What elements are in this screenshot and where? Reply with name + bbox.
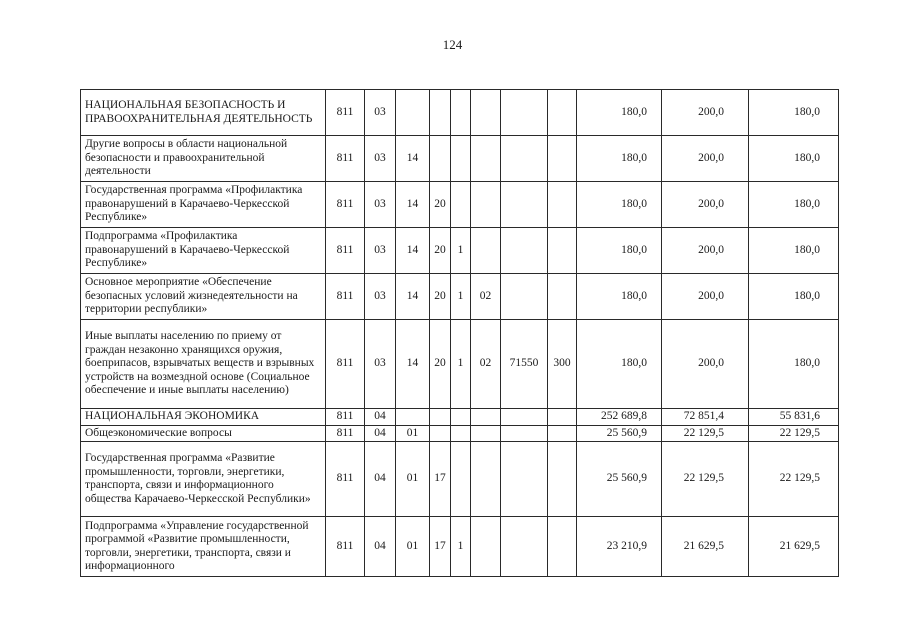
cell-direction [501, 517, 548, 577]
cell-amount-1: 180,0 [577, 274, 662, 320]
cell-amount-2: 200,0 [662, 320, 749, 409]
cell-direction: 71550 [501, 320, 548, 409]
row-name: Подпрограмма «Профилактика правонарушений в Карачаево-Черкесской Республике» [81, 228, 326, 274]
cell-amount-1: 23 210,9 [577, 517, 662, 577]
cell-amount-3: 22 129,5 [749, 425, 839, 442]
cell-amount-3: 180,0 [749, 320, 839, 409]
cell-amount-2: 200,0 [662, 90, 749, 136]
cell-amount-3: 180,0 [749, 274, 839, 320]
cell-amount-2: 200,0 [662, 274, 749, 320]
cell-rz: 03 [365, 274, 396, 320]
cell-direction [501, 90, 548, 136]
cell-vr [548, 228, 577, 274]
cell-amount-1: 180,0 [577, 320, 662, 409]
cell-subprogram: 1 [451, 228, 471, 274]
cell-event [471, 136, 501, 182]
table-row [81, 136, 839, 182]
cell-pr: 14 [396, 228, 430, 274]
cell-pr: 14 [396, 182, 430, 228]
cell-rz: 03 [365, 320, 396, 409]
table-row [81, 442, 839, 517]
cell-ved: 811 [326, 136, 365, 182]
cell-amount-3: 180,0 [749, 182, 839, 228]
cell-amount-2: 200,0 [662, 136, 749, 182]
cell-rz: 04 [365, 425, 396, 442]
row-name: Основное мероприятие «Обеспечение безопасных условий жизнедеятельности на территории республики» [81, 274, 326, 320]
cell-pr: 14 [396, 320, 430, 409]
table-row [81, 320, 839, 409]
table-row [81, 228, 839, 274]
cell-amount-3: 55 831,6 [749, 409, 839, 426]
cell-ved: 811 [326, 409, 365, 426]
cell-ved: 811 [326, 517, 365, 577]
row-name: Подпрограмма «Управление государственной программой «Развитие промышленности, торговли, энергетики, транспорта, связи и информационного [81, 517, 326, 577]
cell-rz: 03 [365, 136, 396, 182]
cell-rz: 04 [365, 442, 396, 517]
cell-pr [396, 90, 430, 136]
cell-program: 17 [430, 517, 451, 577]
cell-amount-2: 72 851,4 [662, 409, 749, 426]
cell-subprogram: 1 [451, 517, 471, 577]
cell-program [430, 425, 451, 442]
cell-ved: 811 [326, 442, 365, 517]
cell-event: 02 [471, 320, 501, 409]
table-row [81, 409, 839, 426]
cell-pr: 01 [396, 425, 430, 442]
cell-ved: 811 [326, 90, 365, 136]
cell-subprogram [451, 182, 471, 228]
cell-pr: 01 [396, 442, 430, 517]
cell-rz: 04 [365, 517, 396, 577]
cell-program [430, 409, 451, 426]
cell-direction [501, 409, 548, 426]
cell-amount-1: 25 560,9 [577, 425, 662, 442]
cell-amount-3: 180,0 [749, 90, 839, 136]
cell-vr [548, 182, 577, 228]
table-row [81, 425, 839, 442]
row-name: Государственная программа «Развитие промышленности, торговли, энергетики, транспорта, связи и информационного общества Карачаево-Черкесской Республики» [81, 442, 326, 517]
cell-event [471, 442, 501, 517]
cell-event [471, 409, 501, 426]
cell-subprogram [451, 136, 471, 182]
cell-pr: 14 [396, 274, 430, 320]
cell-program: 20 [430, 228, 451, 274]
cell-rz: 03 [365, 182, 396, 228]
cell-rz: 04 [365, 409, 396, 426]
page-number: 124 [442, 37, 463, 52]
row-name: НАЦИОНАЛЬНАЯ БЕЗОПАСНОСТЬ И ПРАВООХРАНИТЕЛЬНАЯ ДЕЯТЕЛЬНОСТЬ [81, 90, 326, 136]
cell-amount-1: 180,0 [577, 182, 662, 228]
cell-direction [501, 425, 548, 442]
cell-subprogram [451, 425, 471, 442]
table-row [81, 274, 839, 320]
cell-subprogram: 1 [451, 274, 471, 320]
cell-pr [396, 409, 430, 426]
cell-amount-3: 180,0 [749, 136, 839, 182]
cell-event [471, 182, 501, 228]
row-name: Иные выплаты населению по приему от граждан незаконно хранящихся оружия, боеприпасов, взрывчатых веществ и взрывных устройств на возмездной основе (Социальное обеспечение и иные выплаты населению) [81, 320, 326, 409]
cell-program: 20 [430, 182, 451, 228]
cell-amount-1: 252 689,8 [577, 409, 662, 426]
cell-ved: 811 [326, 182, 365, 228]
cell-amount-3: 180,0 [749, 228, 839, 274]
cell-subprogram [451, 442, 471, 517]
budget-table [80, 89, 839, 577]
row-name: НАЦИОНАЛЬНАЯ ЭКОНОМИКА [81, 409, 326, 426]
cell-program [430, 90, 451, 136]
row-name: Государственная программа «Профилактика правонарушений в Карачаево-Черкесской Республике» [81, 182, 326, 228]
cell-amount-2: 22 129,5 [662, 425, 749, 442]
cell-pr: 14 [396, 136, 430, 182]
cell-amount-3: 22 129,5 [749, 442, 839, 517]
row-name: Другие вопросы в области национальной безопасности и правоохранительной деятельности [81, 136, 326, 182]
cell-amount-2: 200,0 [662, 228, 749, 274]
cell-amount-1: 25 560,9 [577, 442, 662, 517]
cell-vr [548, 442, 577, 517]
cell-direction [501, 136, 548, 182]
cell-direction [501, 182, 548, 228]
cell-program [430, 136, 451, 182]
cell-vr [548, 425, 577, 442]
cell-vr [548, 274, 577, 320]
cell-amount-2: 21 629,5 [662, 517, 749, 577]
table-row [81, 90, 839, 136]
table-row [81, 517, 839, 577]
cell-subprogram: 1 [451, 320, 471, 409]
cell-event [471, 425, 501, 442]
cell-amount-2: 200,0 [662, 182, 749, 228]
cell-direction [501, 274, 548, 320]
cell-pr: 01 [396, 517, 430, 577]
cell-subprogram [451, 409, 471, 426]
cell-program: 20 [430, 320, 451, 409]
table-row [81, 182, 839, 228]
cell-vr [548, 517, 577, 577]
cell-event [471, 517, 501, 577]
cell-direction [501, 442, 548, 517]
cell-rz: 03 [365, 90, 396, 136]
cell-ved: 811 [326, 320, 365, 409]
cell-rz: 03 [365, 228, 396, 274]
cell-ved: 811 [326, 228, 365, 274]
cell-vr [548, 136, 577, 182]
cell-vr [548, 409, 577, 426]
cell-direction [501, 228, 548, 274]
cell-event: 02 [471, 274, 501, 320]
cell-program: 17 [430, 442, 451, 517]
cell-amount-1: 180,0 [577, 90, 662, 136]
cell-ved: 811 [326, 425, 365, 442]
cell-amount-1: 180,0 [577, 228, 662, 274]
cell-program: 20 [430, 274, 451, 320]
cell-vr [548, 90, 577, 136]
cell-event [471, 90, 501, 136]
cell-event [471, 228, 501, 274]
cell-ved: 811 [326, 274, 365, 320]
cell-amount-3: 21 629,5 [749, 517, 839, 577]
row-name: Общеэкономические вопросы [81, 425, 326, 442]
cell-amount-1: 180,0 [577, 136, 662, 182]
cell-subprogram [451, 90, 471, 136]
cell-amount-2: 22 129,5 [662, 442, 749, 517]
cell-vr: 300 [548, 320, 577, 409]
